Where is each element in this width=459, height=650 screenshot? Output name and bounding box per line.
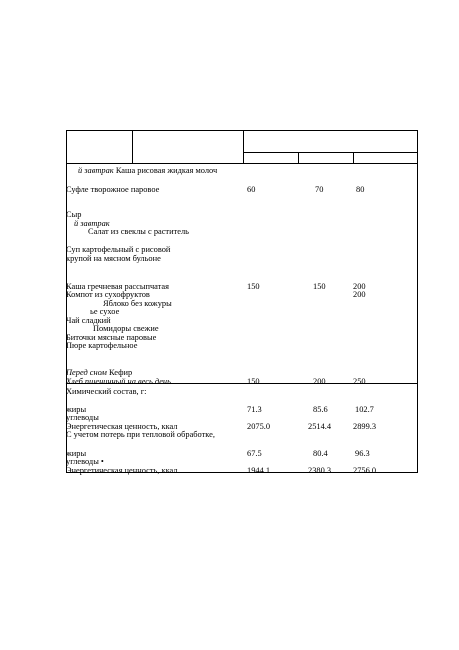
energy-label: Энергетическая ценность, ккал <box>66 422 178 431</box>
energy-value-1: 2075.0 <box>247 422 271 431</box>
carbs-label: углеводы <box>66 413 99 422</box>
chemical-composition-heading: Химический состав, г: <box>66 387 147 396</box>
menu-item-buckwheat: Каша гречневая рассыпчатая <box>66 282 169 291</box>
compote-value-3: 200 <box>353 290 366 299</box>
header-divider-2 <box>243 130 244 164</box>
meal-second-breakfast: й завтрак <box>74 219 110 228</box>
menu-item-mashed-potatoes: Пюре картофельное <box>66 341 138 350</box>
menu-item-compote: Компот из сухофруктов <box>66 290 150 299</box>
energy-after-label: Энергетическая ценность, ккал <box>66 466 178 475</box>
fats-value-1: 71.3 <box>247 405 262 414</box>
menu-item-potato-soup-line2: крупой на мясном бульоне <box>66 254 161 263</box>
menu-item-kefir: Перед сном Кефир <box>66 368 133 377</box>
bread-value-3: 250 <box>353 377 366 386</box>
menu-item-beet-salad: Салат из свеклы с раститель <box>88 227 189 236</box>
buckwheat-value-3: 200 <box>353 282 366 291</box>
buckwheat-value-1: 150 <box>247 282 260 291</box>
table-top-border <box>66 130 418 131</box>
fats-after-label: жиры <box>66 449 87 458</box>
header-bottom-line <box>66 163 418 164</box>
energy-value-3: 2899.3 <box>353 422 377 431</box>
menu-item-bread: Хлеб пшеничный на весь день <box>66 377 171 386</box>
souffle-value-2: 70 <box>315 185 324 194</box>
menu-item-sweet-tea: Чай сладкий <box>66 316 111 325</box>
buckwheat-value-2: 150 <box>313 282 326 291</box>
fats-label: жиры <box>66 405 87 414</box>
energy-value-2: 2514.4 <box>308 422 332 431</box>
header-divider-1 <box>132 130 133 164</box>
menu-item-meat-patties: Биточки мясные паровые <box>66 333 157 342</box>
souffle-value-1: 60 <box>247 185 256 194</box>
menu-item-potato-soup: Суп картофельный с рисовой <box>66 245 171 254</box>
menu-item-dry-cookie: ье сухое <box>90 307 120 316</box>
fats-value-3: 102.7 <box>355 405 374 414</box>
menu-item-cheese: Сыр <box>66 210 82 219</box>
heat-treatment-note: С учетом потерь при тепловой обработке, <box>66 430 215 439</box>
carbs-after-label: углеводы • <box>66 457 104 466</box>
energy-after-value-3: 2756.0 <box>353 466 377 475</box>
energy-after-value-2: 2380.3 <box>308 466 332 475</box>
fats-after-value-2: 80.4 <box>313 449 328 458</box>
menu-item-apple: Яблоко без кожуры <box>103 299 172 308</box>
header-subrow-line <box>243 152 417 153</box>
menu-item-tomatoes: Помидоры свежие <box>93 324 159 333</box>
fats-after-value-3: 96.3 <box>355 449 370 458</box>
fats-after-value-1: 67.5 <box>247 449 262 458</box>
bread-value-1: 150 <box>247 377 260 386</box>
fats-value-2: 85.6 <box>313 405 328 414</box>
table-right-border <box>417 130 418 473</box>
souffle-value-3: 80 <box>356 185 365 194</box>
energy-after-value-1: 1944.1 <box>247 466 271 475</box>
menu-item-souffle: Суфле творожное паровое <box>66 185 160 194</box>
menu-item-breakfast-rice-porridge: й завтрак Каша рисовая жидкая молоч <box>78 166 218 175</box>
bread-value-2: 200 <box>313 377 326 386</box>
